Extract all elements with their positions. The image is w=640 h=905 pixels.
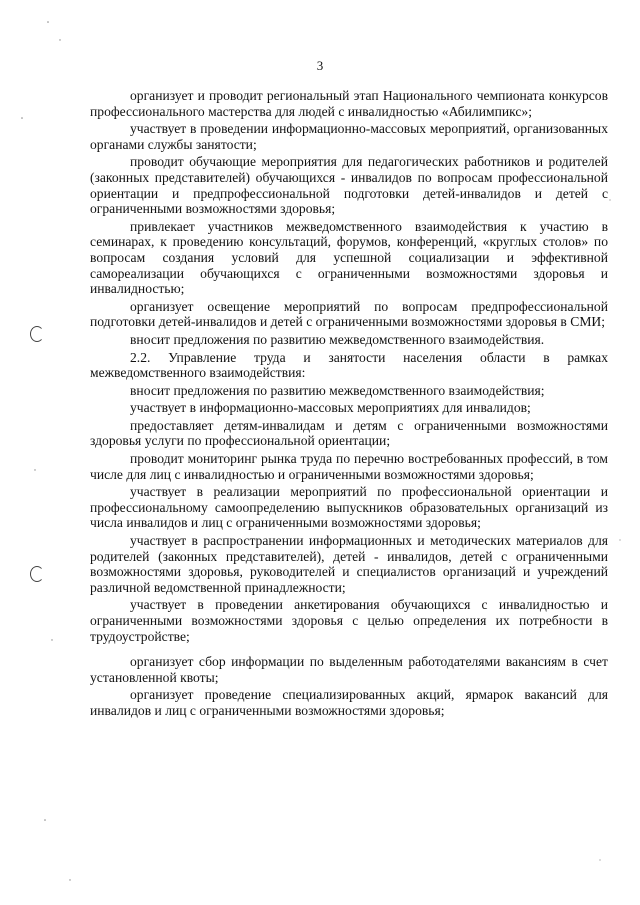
paragraph: проводит обучающие мероприятия для педагогических работников и родителей (законных представителей) обучающихся - инвалидов по вопросам профессиональной ориентации и предпрофессиональной подготовки детей-инвалидов и детей с ограниченными возможностями здоровья; — [90, 154, 608, 217]
page-number: 3 — [316, 58, 324, 73]
section-heading-2-2: 2.2. Управление труда и занятости населения области в рамках межведомственного взаимодействия: — [90, 349, 608, 381]
document-body — [90, 88, 608, 721]
paragraph: организует сбор информации по выделенным работодателями вакансиям в счет установленной квоты; — [90, 654, 608, 685]
paragraph: вносит предложения по развитию межведомственного взаимодействия. — [130, 331, 545, 347]
paragraph: участвует в проведении анкетирования обучающихся с инвалидностью и ограниченными возможностями здоровья с целью определения их потребности в трудоустройстве; — [90, 597, 608, 644]
paragraph: организует освещение мероприятий по вопросам предпрофессиональной подготовки детей-инвалидов и детей с ограниченными возможностями здоровья в СМИ; — [90, 298, 608, 330]
paragraph: организует и проводит региональный этап Национального чемпионата конкурсов профессионального мастерства для людей с инвалидностью «Абилимпикс»; — [90, 88, 608, 119]
paragraph: вносит предложения по развитию межведомственного взаимодействия; — [130, 382, 545, 398]
punch-hole-mark — [30, 566, 44, 582]
paragraph: привлекает участников межведомственного взаимодействия к участию в семинарах, к проведению консультаций, форумов, конференций, «круглых столов» по вопросам создания условий для успешной социализации и эффективной самореализации обучающихся с ограниченными возможностями здоровья и инвалидностью; — [90, 218, 608, 297]
paragraph: организует проведение специализированных акций, ярмарок вакансий для инвалидов и лиц с ограниченными возможностями здоровья; — [90, 687, 608, 718]
paragraph: участвует в информационно-массовых мероприятиях для инвалидов; — [130, 400, 531, 416]
paragraph: предоставляет детям-инвалидам и детям с ограниченными возможностями здоровья услуги по профессиональной ориентации; — [90, 417, 608, 449]
paragraph: участвует в реализации мероприятий по профессиональной ориентации и профессиональному самоопределению выпускников образовательных организаций из числа инвалидов и лиц с ограниченными возможностями здоровья; — [90, 484, 608, 531]
paragraph: участвует в распространении информационных и методических материалов для родителей (законных представителей), детей - инвалидов, детей с ограниченными возможностями здоровья, руководителей и специалистов организаций и учреждений различной ведомственной принадлежности; — [90, 533, 608, 595]
paragraph: участвует в проведении информационно-массовых мероприятий, организованных органами службы занятости; — [90, 121, 608, 152]
paragraph: проводит мониторинг рынка труда по перечню востребованных профессий, в том числе для лиц с инвалидностью и ограниченными возможностями здоровья; — [90, 451, 608, 482]
punch-hole-mark — [30, 326, 44, 342]
